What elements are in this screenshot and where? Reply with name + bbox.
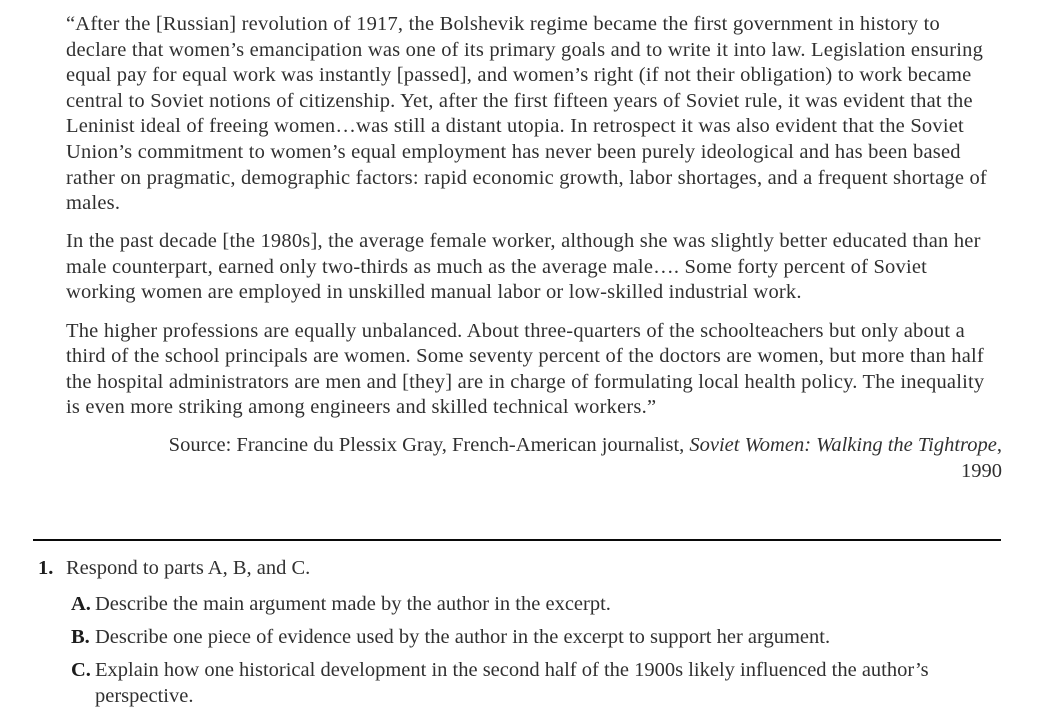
excerpt-block bbox=[66, 12, 1002, 485]
section-divider-rule bbox=[33, 539, 1001, 541]
subpart-text-c: Explain how one historical development in the second half of the 1900s likely influenced the author’s perspective. bbox=[95, 658, 929, 708]
question-subpart-c bbox=[38, 657, 1004, 710]
questions-block bbox=[38, 556, 1004, 710]
question-subpart-a bbox=[38, 591, 1004, 618]
excerpt-paragraph-1: “After the [Russian] revolution of 1917, the Bolshevik regime became the first government in history to declare that women’s emancipation was one of its primary goals and to write it into law. Legislation ensuring equal pay for equal work was instantly [passed], and women’s right (if not their obligation) to work became central to Soviet notions of citizenship. Yet, after the first fifteen years of Soviet rule, it was evident that the Leninist ideal of freeing women…was still a distant utopia. In retrospect it was also evident that the Soviet Union’s commitment to women’s equal employment has never been purely ideological and has been based rather on pragmatic, demographic factors: rapid economic growth, labor shortages, and a frequent shortage of males. bbox=[66, 13, 987, 215]
source-citation-suffix: , 1990 bbox=[961, 434, 1002, 482]
question-text-1: Respond to parts A, B, and C. bbox=[66, 557, 311, 579]
source-citation bbox=[66, 433, 1002, 484]
subpart-text-b: Describe one piece of evidence used by the author in the excerpt to support her argument. bbox=[95, 625, 831, 648]
excerpt-paragraph-3: The higher professions are equally unbalanced. About three-quarters of the schoolteachers but only about a third of the school principals are women. Some seventy percent of the doctors are women, but more than half the hospital administrators are men and [they] are in charge of formulating local health policy. The inequality is even more striking among engineers and skilled technical workers.” bbox=[66, 319, 985, 419]
subpart-marker-c: C. bbox=[71, 658, 91, 681]
question-item-1 bbox=[38, 556, 1004, 582]
question-subpart-b bbox=[38, 624, 1004, 651]
question-number-1: 1. bbox=[38, 557, 54, 579]
source-citation-prefix: Source: Francine du Plessix Gray, French-American journalist, bbox=[168, 434, 690, 457]
excerpt-paragraph-2: In the past decade [the 1980s], the average female worker, although she was slightly better educated than her male counterpart, earned only two-thirds as much as the average male…. Some forty percent of Soviet working women are employed in unskilled manual labor or low-skilled industrial work. bbox=[66, 230, 981, 304]
subpart-marker-b: B. bbox=[71, 625, 90, 648]
subpart-marker-a: A. bbox=[71, 592, 91, 615]
subpart-text-a: Describe the main argument made by the author in the excerpt. bbox=[95, 592, 611, 615]
question-subparts bbox=[38, 591, 1004, 710]
source-work-title: Soviet Women: Walking the Tightrope bbox=[689, 434, 997, 457]
